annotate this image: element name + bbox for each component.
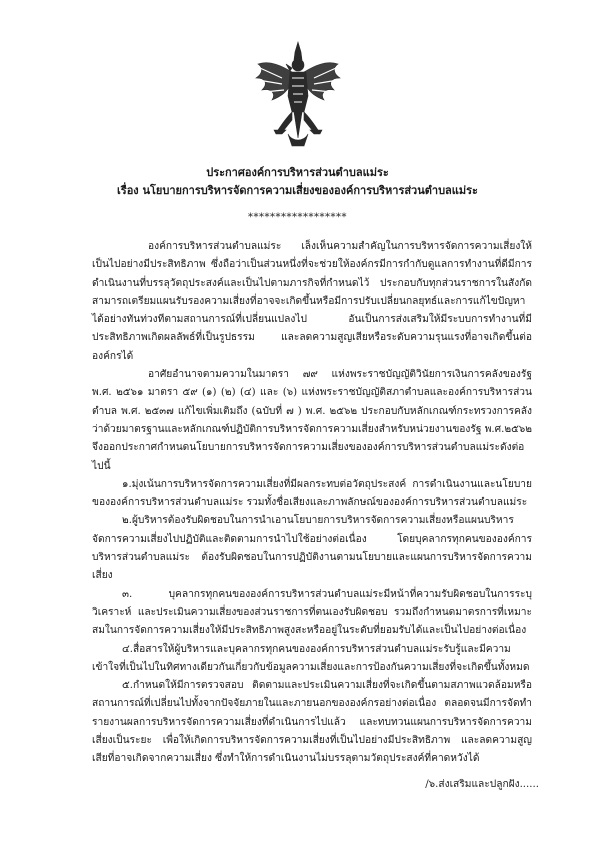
separator-stars: ****************** xyxy=(248,212,347,223)
policy-item-5: ๕.กำหนดให้มีการตรวจสอบ ติดตามและประเมินความเสี่ยงที่จะเกิดขึ้นตามสภาพแวดล้อมหรือสถานการณ์ที่เปลี่ยนไปทั้งจากปัจจัยภายในและภายนอกขององค์กรอย่างต่อเนื่อง ตลอดจนมีการจัดทำรายงานผลการบริหารจัดการความเสี่ยงที่ดำเนินการไปแล้ว และทบทวนแผนการบริหารจัดการความเสี่ยงเป็นระยะ เพื่อให้เกิดการบริหารจัดการความเสี่ยงที่เป็นไปอย่างมีประสิทธิภาพ และลดความสูญเสียที่อาจเกิดจากความเสี่ยง ซึ่งทำให้การดำเนินงานไม่บรรลุตามวัตถุประสงค์ที่คาดหวังได้ xyxy=(92,680,532,765)
announcement-title: ประกาศองค์การบริหารส่วนตำบลแม่ระ xyxy=(206,166,389,179)
policy-item-4: ๔.สื่อสารให้ผู้บริหารและบุคลากรทุกคนขององค์การบริหารส่วนตำบลแม่ระรับรู้และมีความเข้าใจที่เป็นไปในทิศทางเดียวกันเกี่ยวกับข้อมูลความเสี่ยงและการป้องกันความเสี่ยงที่จะเกิดขึ้นทั้งหมด xyxy=(92,643,530,673)
authority-paragraph: อาศัยอำนาจตามความในมาตรา ๗๙ แห่งพระราชบัญญัติวินัยการเงินการคลังของรัฐ พ.ศ. ๒๕๖๑ มาตรา ๕๙ (๑) (๒) (๔) และ (๖) แห่งพระราชบัญญัติสภาตำบลและองค์การบริหารส่วนตำบล พ.ศ. ๒๕๓๗ แก้ไขเพิ่มเติมถึง (ฉบับที่ ๗ ) พ.ศ. ๒๕๖๒ ประกอบกับหลักเกณฑ์กระทรวงการคลังว่าด้วยมาตรฐานและหลักเกณฑ์ปฏิบัติการบริหารจัดการความเสี่ยงสำหรับหน่วยงานของรัฐ พ.ศ.๒๕๖๒ จึงออกประกาศกำหนดนโยบายการบริหารจัดการความเสี่ยงขององค์การบริหารส่วนตำบลแม่ระดังต่อไปนี้ xyxy=(92,369,532,472)
continuation-marker: /๖.ส่งเสริมและปลูกฝัง...... xyxy=(425,779,539,790)
announcement-subject: เรื่อง นโยบายการบริหารจัดการความเสี่ยงขององค์การบริหารส่วนตำบลแม่ระ xyxy=(117,184,478,197)
garuda-emblem xyxy=(252,38,344,150)
document-body xyxy=(92,238,532,769)
intro-paragraph: องค์การบริหารส่วนตำบลแม่ระ เล็งเห็นความสำคัญในการบริหารจัดการความเสี่ยงให้เป็นไปอย่างมีประสิทธิภาพ ซึ่งถือว่าเป็นส่วนหนึ่งที่จะช่วยให้องค์กรมีการกำกับดูแลการทำงานที่ดีมีการดำเนินงานที่บรรลุวัตถุประสงค์และเป็นไปตามภารกิจที่กำหนดไว้ ประกอบกับทุกส่วนราชการในสังกัดสามารถเตรียมแผนรับรองความเสี่ยงที่อาจจะเกิดขึ้นหรือมีการปรับเปลี่ยนกลยุทธ์และการแก้ไขปัญหาได้อย่างทันท่วงทีตามสถานการณ์ที่เปลี่ยนแปลงไป อันเป็นการส่งเสริมให้มีระบบการทำงานที่มีประสิทธิภาพเกิดผลลัพธ์ที่เป็นรูปธรรม และลดความสูญเสียหรือระดับความรุนแรงที่อาจเกิดขึ้นต่อองค์กรได้ xyxy=(92,241,532,362)
policy-item-1: ๑.มุ่งเน้นการบริหารจัดการความเสี่ยงที่มีผลกระทบต่อวัตถุประสงค์ การดำเนินงานและนโยบายขององค์การบริหารส่วนตำบลแม่ระ รวมทั้งชื่อเสียงและภาพลักษณ์ขององค์การบริหารส่วนตำบลแม่ระ xyxy=(92,478,532,509)
policy-item-2: ๒.ผู้บริหารต้องรับผิดชอบในการนำเอานโยบายการบริหารจัดการความเสี่ยงหรือแผนบริหารจัดการความเสี่ยงไปปฏิบัติและติดตามการนำไปใช้อย่างต่อเนื่อง โดยบุคลากรทุกคนขององค์การบริหารส่วนตำบลแม่ระ ต้องรับผิดชอบในการปฏิบัติงานตามนโยบายและแผนการบริหารจัดการความเสี่ยง xyxy=(92,515,532,582)
policy-item-3: ๓. บุคลากรทุกคนขององค์การบริหารส่วนตำบลแม่ระมีหน้าที่ความรับผิดชอบในการระบุ วิเคราะห์ และประเมินความเสี่ยงของส่วนราชการที่ตนเองรับผิดชอบ รวมถึงกำหนดมาตรการที่เหมาะสมในการจัดการความเสี่ยงให้มีประสิทธิภาพสูงสะหรืออยู่ในระดับที่ยอมรับได้และเป็นไปอย่างต่อเนื่อง xyxy=(92,588,532,637)
